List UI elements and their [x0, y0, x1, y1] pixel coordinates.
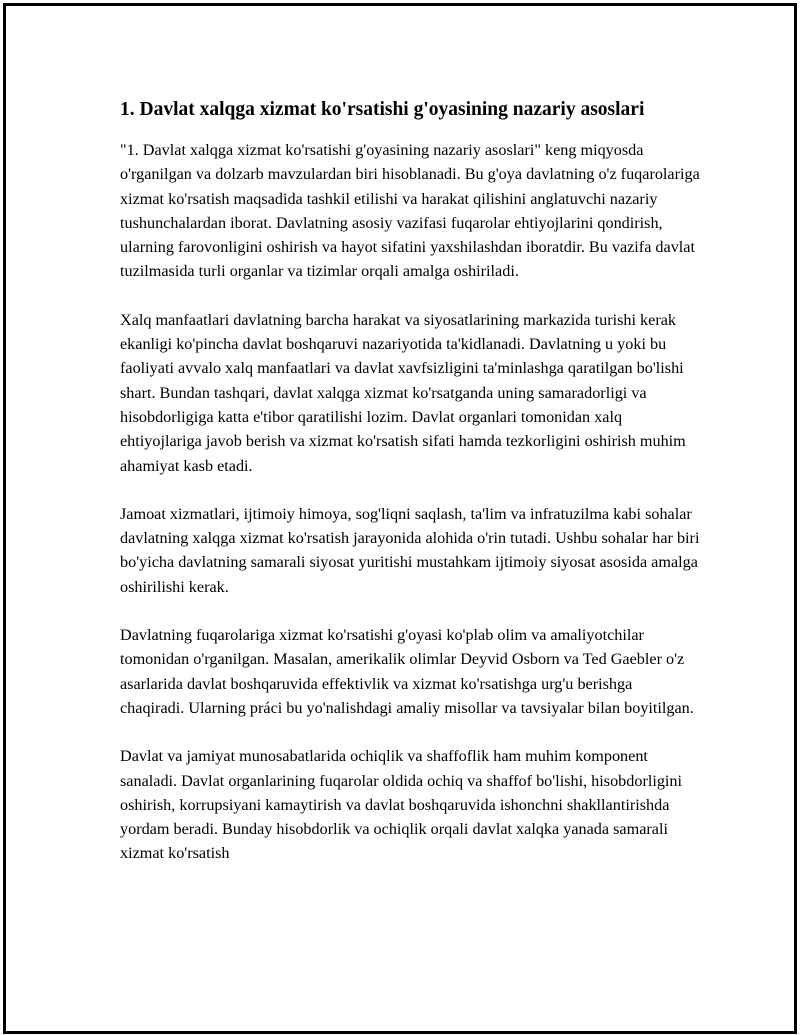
document-heading: 1. Davlat xalqga xizmat ko'rsatishi g'oyasining nazariy asoslari: [120, 99, 645, 120]
document-body: [120, 96, 700, 890]
document-page: [3, 3, 797, 1034]
paragraph-4: Davlatning fuqarolariga xizmat ko'rsatishi g'oyasi ko'plab olim va amaliyotchilar tomonidan o'rganilgan. Masalan, amerikalik olimlar Deyvid Osborn va Ted Gaebler o'z asarlarida davlat boshqaruvida effektivlik va xizmat ko'rsatishga urg'u berishga chaqiradi. Ularning práci bu yo'nalishdagi amaliy misollar va tavsiyalar bilan boyitilgan.: [120, 626, 694, 717]
paragraph-3: Jamoat xizmatlari, ijtimoiy himoya, sog'liqni saqlash, ta'lim va infratuzilma kabi sohalar davlatning xalqga xizmat ko'rsatish jarayonida alohida o'rin tutadi. Ushbu sohalar har biri bo'yicha davlatning samarali siyosat yuritishi mustahkam ijtimoiy siyosat asosida amalga oshirilishi kerak.: [120, 504, 700, 596]
paragraph-5: Davlat va jamiyat munosabatlarida ochiqlik va shaffoflik ham muhim komponent sanaladi. Davlat organlarining fuqarolar oldida ochiq va shaffof bo'lishi, hisobdorligini oshirish, korrupsiyani kamaytirish va davlat boshqaruvida ishonchni shakllantirishda yordam beradi. Bunday hisobdorlik va ochiqlik orqali davlat xalqka yanada samarali xizmat ko'rsatish: [120, 747, 683, 863]
paragraph-2: Xalq manfaatlari davlatning barcha harakat va siyosatlarining markazida turishi kerak ekanligi ko'pincha davlat boshqaruvi nazariyotida ta'kidlanadi. Davlatning u yoki bu faoliyati avvalo xalq manfaatlari va davlat xavfsizligini ta'minlashga qaratilgan bo'lishi shart. Bundan tashqari, davlat xalqga xizmat ko'rsatganda uning samaradorligi va hisobdorligiga katta e'tibor qaratilishi lozim. Davlat organlari tomonidan xalq ehtiyojlariga javob berish va xizmat ko'rsatish sifati hamda tezkorligini oshirish muhim ahamiyat kasb etadi.: [120, 310, 686, 475]
paragraph-1: "1. Davlat xalqga xizmat ko'rsatishi g'oyasining nazariy asoslari" keng miqyosda o'rganilgan va dolzarb mavzulardan biri hisoblanadi. Bu g'oya davlatning o'z fuqarolariga xizmat ko'rsatish maqsadida tashkil etilishi va harakat qilishini anglatuvchi nazariy tushunchalardan iborat. Davlatning asosiy vazifasi fuqarolar ehtiyojlarini qondirish, ularning farovonligini oshirish va hayot sifatini yaxshilashdan iboratdir. Bu vazifa davlat tuzilmasida turli organlar va tizimlar orqali amalga oshiriladi.: [120, 141, 700, 281]
